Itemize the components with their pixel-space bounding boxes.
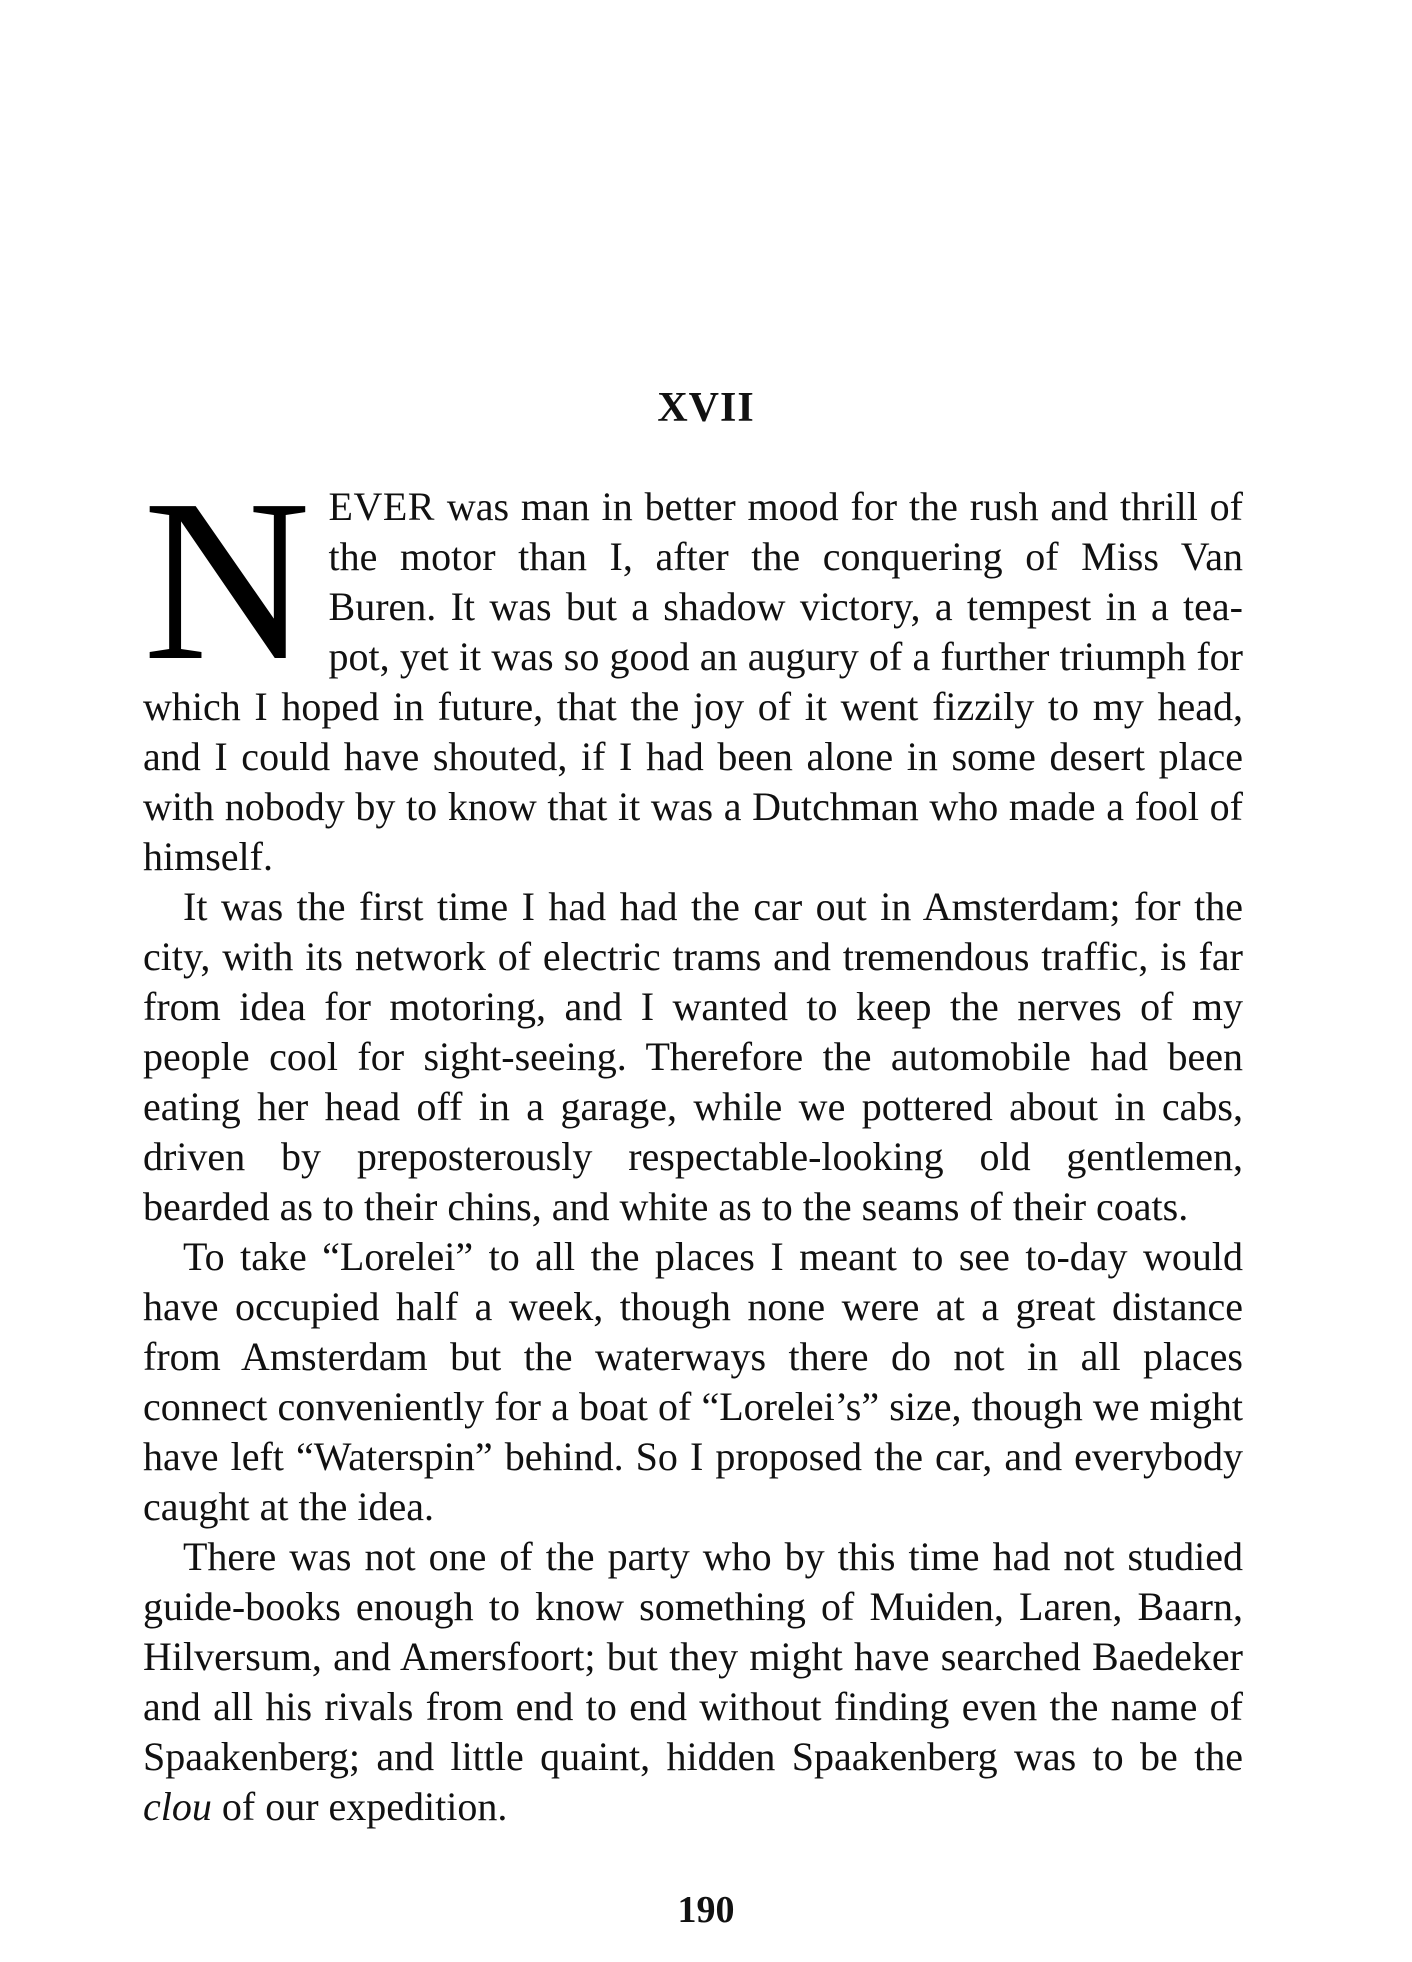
paragraph-1-text: was man in better mood for the rush and thrill of the motor than I, after the conquering of Miss Van Buren. It was but a shadow victory, a tempest in a tea-pot, yet it was so good an augury of a further triumph for which I hoped in future, that the joy of it went fizzily to my head, and I could have shouted, if I had been alone in some desert place with nobody by to know that it was a Dutchman who made a fool of himself. bbox=[143, 484, 1243, 879]
paragraph-3-text: To take “Lorelei” to all the places I meant to see to-day would have occupied half a week, though none were at a great distance from Amsterdam but the waterways there do not in all places connect conveniently for a boat of “Lorelei’s” size, though we might have left “Waterspin” behind. So I proposed the car, and everybody caught at the idea. bbox=[143, 1234, 1243, 1529]
paragraph-4-text: There was not one of the party who by this time had not studied guide-books enough to know something of Muiden, Laren, Baarn, Hilversum, and Amersfoort; but they might have searched Baedeker and all his rivals from end to end without finding even the name of Spaakenberg; and little quaint, hidden Spaakenberg was to be the bbox=[143, 1534, 1243, 1779]
page-number: 190 bbox=[677, 1889, 735, 1931]
paragraph-2-text: It was the first time I had had the car out in Amsterdam; for the city, with its network of electric trams and tremendous traffic, is far from idea for motoring, and I wanted to keep the nerves of my people cool for sight-seeing. Therefore the automobile had been eating her head off in a garage, while we pottered about in cabs, driven by preposterously respectable-looking old gentlemen, bearded as to their chins, and white as to the seams of their coats. bbox=[143, 884, 1243, 1229]
chapter-heading: XVII bbox=[657, 385, 755, 431]
paragraph-1 bbox=[143, 452, 1243, 882]
paragraph-4-ending: of our expedition. bbox=[211, 1784, 508, 1829]
opening-word: EVER bbox=[328, 484, 435, 529]
paragraph-2 bbox=[143, 882, 1243, 1232]
paragraph-4 bbox=[143, 1532, 1243, 1832]
drop-cap-letter: N bbox=[143, 452, 311, 709]
italic-word: clou bbox=[143, 1784, 212, 1829]
paragraph-3 bbox=[143, 1232, 1243, 1532]
body-text bbox=[143, 452, 1243, 1832]
